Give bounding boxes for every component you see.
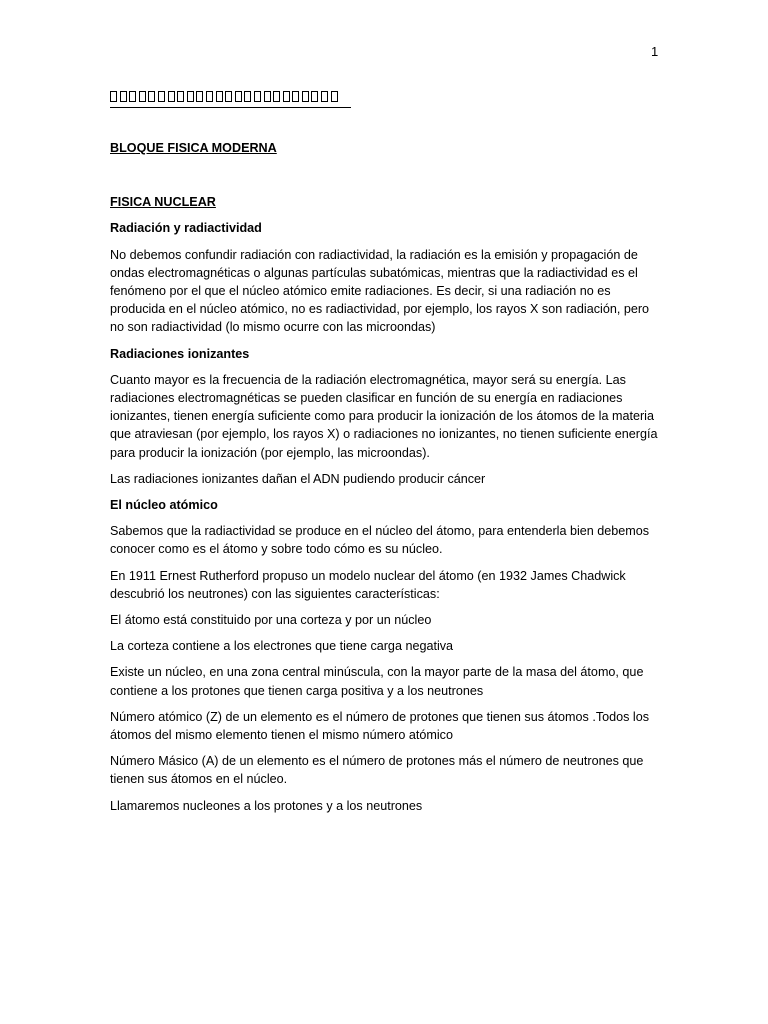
page-number: 1 <box>651 44 659 59</box>
missing-glyph-box <box>206 91 213 102</box>
missing-glyph-box <box>273 91 280 102</box>
paragraph-numero-masico: Número Másico (A) de un elemento es el número de protones más el número de neutrones que tienen sus átomos en el núcleo. <box>110 754 644 787</box>
paragraph-nucleones: Llamaremos nucleones a los protones y a los neutrones <box>110 798 423 813</box>
missing-glyph-box <box>331 91 338 102</box>
missing-glyph-box <box>254 91 261 102</box>
subsection-title: FISICA NUCLEAR <box>110 195 216 210</box>
paragraph-ionizantes: Cuanto mayor es la frecuencia de la radiación electromagnética, mayor será su energía. Las radiaciones electromagnéticas se pueden clasificar en función de su energía en radiaciones ionizantes, tienen energía suficiente como para producir la ionización de los átomos de la materia que atraviesan (por ejemplo, los rayos X) o radiaciones no ionizantes, no tienen suficiente energía para producir la ionización (por ejemplo, las microondas). <box>110 372 658 460</box>
paragraph-numero-atomico: Número atómico (Z) de un elemento es el número de protones que tienen sus átomos .Todos los átomos del mismo elemento tienen el mismo número atómico <box>110 709 650 743</box>
section-title: BLOQUE FISICA MODERNA <box>110 141 277 155</box>
missing-glyph-box <box>311 91 318 102</box>
missing-glyph-box <box>225 91 232 102</box>
missing-glyph-box <box>110 91 117 102</box>
missing-glyph-box <box>235 91 242 102</box>
paragraph-corteza-nucleo: El átomo está constituido por una corteza y por un núcleo <box>110 613 432 628</box>
missing-glyph-box <box>292 91 299 102</box>
missing-glyph-box <box>148 91 155 102</box>
missing-glyph-box <box>283 91 290 102</box>
missing-glyph-box <box>120 91 127 102</box>
missing-glyph-box <box>158 91 165 102</box>
missing-glyph-box <box>168 91 175 102</box>
paragraph-electrones: La corteza contiene a los electrones que tiene carga negativa <box>110 639 454 654</box>
paragraph-rutherford: En 1911 Ernest Rutherford propuso un modelo nuclear del átomo (en 1932 James Chadwick descubrió los neutrones) con las siguientes características: <box>110 568 626 601</box>
paragraph-nucleo: Sabemos que la radiactividad se produce en el núcleo del átomo, para entenderla bien debemos conocer como es el átomo y sobre todo cómo es su núcleo. <box>110 524 650 557</box>
heading-ionizantes: Radiaciones ionizantes <box>110 346 250 361</box>
heading-radiacion: Radiación y radiactividad <box>110 221 262 236</box>
missing-glyph-box <box>244 91 251 102</box>
missing-glyph-box <box>187 91 194 102</box>
paragraph-radiacion: No debemos confundir radiación con radiactividad, la radiación es la emisión y propagación de ondas electromagnéticas o algunas partículas subatómicas, mientras que la radiactividad es el fenómeno por el que el núcleo atómico emite radiaciones. Es decir, si una radiación no es producida en el núcleo atómico, no es radiactividad, por ejemplo, los rayos X son radiación, pero no son radiactividad (lo mismo ocurre con las microondas) <box>110 247 650 335</box>
missing-glyph-box <box>264 91 271 102</box>
missing-glyph-box <box>177 91 184 102</box>
missing-glyph-box <box>129 91 136 102</box>
missing-glyph-box <box>196 91 203 102</box>
missing-glyph-box <box>302 91 309 102</box>
paragraph-protones: Existe un núcleo, en una zona central minúscula, con la mayor parte de la masa del átomo, que contiene a los protones que tienen carga positiva y a los neutrones <box>110 665 644 698</box>
document-body <box>110 86 662 815</box>
missing-glyph-box <box>216 91 223 102</box>
garbled-title <box>110 86 351 108</box>
heading-nucleo: El núcleo atómico <box>110 498 218 513</box>
missing-glyph-box <box>139 91 146 102</box>
paragraph-adn: Las radiaciones ionizantes dañan el ADN pudiendo producir cáncer <box>110 471 486 486</box>
missing-glyph-box <box>321 91 328 102</box>
